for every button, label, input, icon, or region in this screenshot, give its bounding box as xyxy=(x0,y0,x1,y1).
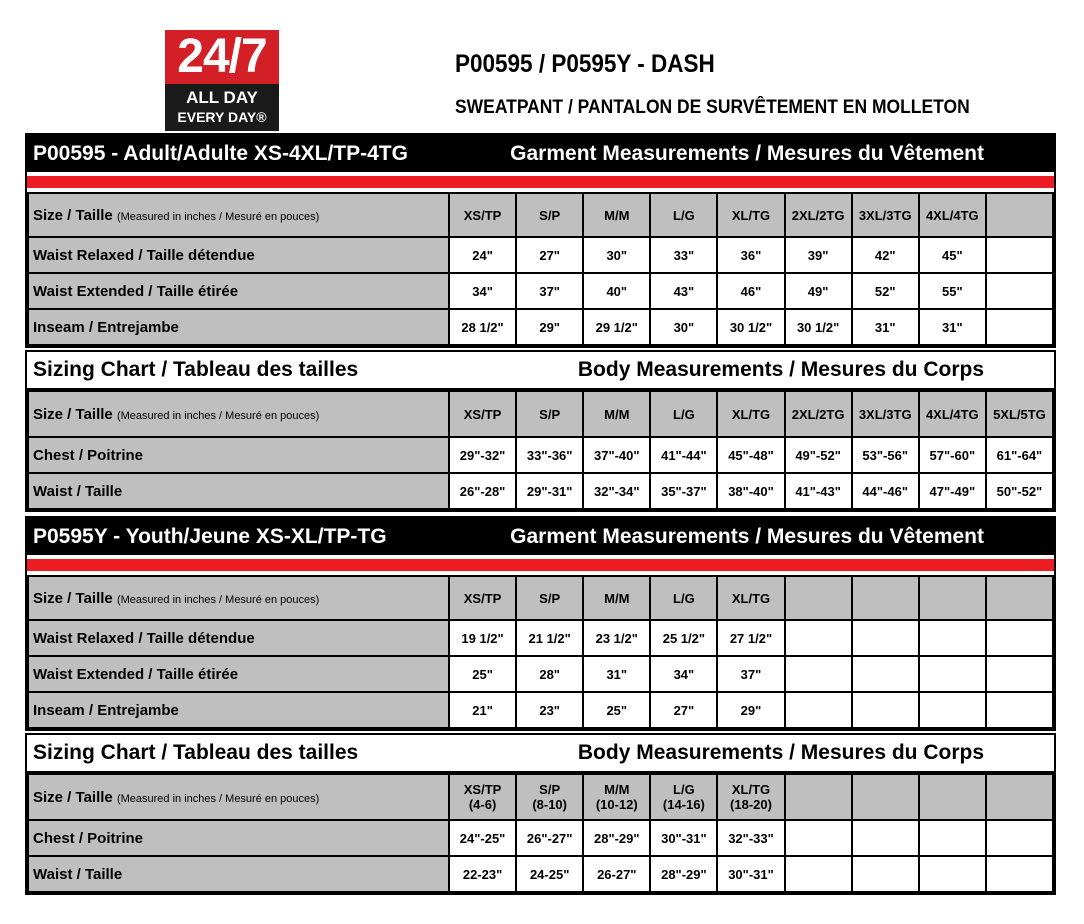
empty-cell xyxy=(785,774,852,820)
measure-note: (Measured in inches / Mesuré en pouces) xyxy=(116,792,320,805)
value-cell: 46" xyxy=(717,273,784,309)
value-cell: 27" xyxy=(650,692,717,728)
row-label: Waist Relaxed / Taille détendue xyxy=(28,237,449,273)
row-label: Chest / Poitrine xyxy=(28,437,449,473)
measure-note: (Measured in inches / Mesuré en pouces) xyxy=(116,210,320,223)
value-cell: 30" xyxy=(650,309,717,345)
page-subtitle: SWEATPANT / PANTALON DE SURVÊTEMENT EN MOLLETON xyxy=(455,97,970,118)
section-measure-type: Garment Measurements / Mesures du Vêtement xyxy=(510,524,984,548)
value-cell: 30 1/2" xyxy=(717,309,784,345)
size-range: (10-12) xyxy=(595,797,638,812)
value-cell: 42" xyxy=(852,237,919,273)
size-header: M/M xyxy=(583,391,650,437)
empty-cell xyxy=(785,656,852,692)
empty-cell xyxy=(919,620,986,656)
size-header: 4XL/4TG xyxy=(919,193,986,237)
value-cell: 30" xyxy=(583,237,650,273)
empty-cell xyxy=(785,820,852,856)
empty-cell xyxy=(919,774,986,820)
value-cell: 47"-49" xyxy=(919,473,986,509)
size-range: (14-16) xyxy=(662,797,705,812)
empty-cell xyxy=(852,656,919,692)
measurement-row xyxy=(28,820,1053,856)
empty-cell xyxy=(785,692,852,728)
size-header: XS/TP (4-6) xyxy=(449,774,516,820)
empty-cell xyxy=(852,576,919,620)
measurement-row xyxy=(28,309,1053,345)
row-label: Waist Relaxed / Taille détendue xyxy=(28,620,449,656)
value-cell: 27" xyxy=(516,237,583,273)
row-label: Waist Extended / Taille étirée xyxy=(28,273,449,309)
logo-line2: EVERY DAY® xyxy=(177,109,267,125)
value-cell: 28"-29" xyxy=(650,856,717,892)
section-title: P0595Y - Youth/Jeune XS-XL/TP-TG xyxy=(33,524,387,548)
size-table xyxy=(27,192,1054,346)
section-header xyxy=(27,735,1054,773)
value-cell: 61"-64" xyxy=(986,437,1053,473)
empty-cell xyxy=(852,856,919,892)
empty-cell xyxy=(785,576,852,620)
value-cell: 24" xyxy=(449,237,516,273)
value-cell: 34" xyxy=(449,273,516,309)
value-cell: 29" xyxy=(516,309,583,345)
value-cell: 29" xyxy=(717,692,784,728)
size-header: XL/TG xyxy=(717,193,784,237)
empty-cell xyxy=(919,820,986,856)
size-header: 2XL/2TG xyxy=(785,391,852,437)
size-label: Size / Taille xyxy=(33,206,113,224)
value-cell: 31" xyxy=(919,309,986,345)
size-label-cell xyxy=(28,391,449,437)
value-cell: 25 1/2" xyxy=(650,620,717,656)
empty-cell xyxy=(785,620,852,656)
empty-cell xyxy=(852,820,919,856)
value-cell: 27 1/2" xyxy=(717,620,784,656)
empty-cell xyxy=(852,774,919,820)
empty-cell xyxy=(986,856,1053,892)
value-cell: 22-23" xyxy=(449,856,516,892)
value-cell: 25" xyxy=(583,692,650,728)
measure-note: (Measured in inches / Mesuré en pouces) xyxy=(116,409,320,422)
measurement-row xyxy=(28,656,1053,692)
size-header: L/G xyxy=(650,391,717,437)
section-title: Sizing Chart / Tableau des tailles xyxy=(33,741,359,764)
empty-cell xyxy=(852,692,919,728)
value-cell: 36" xyxy=(717,237,784,273)
empty-cell xyxy=(986,309,1053,345)
value-cell: 24"-25" xyxy=(449,820,516,856)
section-measure-type: Body Measurements / Mesures du Corps xyxy=(577,358,984,381)
size-label: Size / Taille xyxy=(33,788,113,806)
measure-note: (Measured in inches / Mesuré en pouces) xyxy=(116,593,320,606)
adult-garment-section xyxy=(25,133,1056,348)
section-header xyxy=(27,518,1054,555)
value-cell: 23" xyxy=(516,692,583,728)
value-cell: 28"-29" xyxy=(583,820,650,856)
value-cell: 57"-60" xyxy=(919,437,986,473)
size-table xyxy=(27,390,1054,510)
measurement-row xyxy=(28,620,1053,656)
value-cell: 28" xyxy=(516,656,583,692)
value-cell: 37" xyxy=(717,656,784,692)
row-label: Inseam / Entrejambe xyxy=(28,309,449,345)
size-label-cell xyxy=(28,576,449,620)
size-header: S/P (8-10) xyxy=(516,774,583,820)
size-header: L/G xyxy=(650,193,717,237)
size-header: L/G (14-16) xyxy=(650,774,717,820)
value-cell: 34" xyxy=(650,656,717,692)
empty-cell xyxy=(986,774,1053,820)
row-label: Waist / Taille xyxy=(28,856,449,892)
size-header: L/G xyxy=(650,576,717,620)
value-cell: 19 1/2" xyxy=(449,620,516,656)
value-cell: 32"-34" xyxy=(583,473,650,509)
size-table xyxy=(27,575,1054,729)
youth-body-section xyxy=(25,733,1056,895)
measurement-row xyxy=(28,437,1053,473)
value-cell: 43" xyxy=(650,273,717,309)
page-title: P00595 / P0595Y - DASH xyxy=(455,50,715,78)
size-table xyxy=(27,773,1054,893)
value-cell: 50"-52" xyxy=(986,473,1053,509)
value-cell: 24-25" xyxy=(516,856,583,892)
row-label: Waist Extended / Taille étirée xyxy=(28,656,449,692)
empty-cell xyxy=(986,656,1053,692)
size-header: S/P xyxy=(516,576,583,620)
value-cell: 45" xyxy=(919,237,986,273)
row-label: Inseam / Entrejambe xyxy=(28,692,449,728)
value-cell: 31" xyxy=(852,309,919,345)
empty-cell xyxy=(919,576,986,620)
size-row xyxy=(28,193,1053,237)
red-divider xyxy=(27,176,1054,188)
section-header xyxy=(27,135,1054,172)
value-cell: 29 1/2" xyxy=(583,309,650,345)
size-header: XL/TG xyxy=(717,576,784,620)
size-row xyxy=(28,774,1053,820)
value-cell: 55" xyxy=(919,273,986,309)
empty-cell xyxy=(919,692,986,728)
empty-cell xyxy=(986,820,1053,856)
value-cell: 37"-40" xyxy=(583,437,650,473)
size-range: (18-20) xyxy=(730,797,772,812)
value-cell: 41"-44" xyxy=(650,437,717,473)
value-cell: 52" xyxy=(852,273,919,309)
youth-garment-section xyxy=(25,516,1056,731)
size-range: (8-10) xyxy=(532,797,567,812)
size-header: XL/TG (18-20) xyxy=(717,774,784,820)
size-range: (4-6) xyxy=(468,797,497,812)
value-cell: 26"-28" xyxy=(449,473,516,509)
value-cell: 23 1/2" xyxy=(583,620,650,656)
logo-line1: ALL DAY xyxy=(186,88,258,107)
value-cell: 53"-56" xyxy=(852,437,919,473)
size-header: XS/TP xyxy=(449,193,516,237)
size-label-cell xyxy=(28,774,449,820)
brand-logo xyxy=(165,30,279,131)
measurement-row xyxy=(28,237,1053,273)
size-header: XL/TG xyxy=(717,391,784,437)
size-header: S/P xyxy=(516,391,583,437)
empty-cell xyxy=(986,692,1053,728)
red-divider xyxy=(27,559,1054,571)
value-cell: 30"-31" xyxy=(650,820,717,856)
value-cell: 29"-31" xyxy=(516,473,583,509)
size-header: 4XL/4TG xyxy=(919,391,986,437)
value-cell: 32"-33" xyxy=(717,820,784,856)
size-header: S/P xyxy=(516,193,583,237)
size-header: 3XL/3TG xyxy=(852,193,919,237)
measurement-row xyxy=(28,273,1053,309)
empty-cell xyxy=(986,273,1053,309)
size-label: Size / Taille xyxy=(33,589,113,607)
empty-cell xyxy=(986,620,1053,656)
value-cell: 35"-37" xyxy=(650,473,717,509)
empty-cell xyxy=(986,576,1053,620)
value-cell: 49" xyxy=(785,273,852,309)
value-cell: 21 1/2" xyxy=(516,620,583,656)
empty-cell xyxy=(986,237,1053,273)
value-cell: 40" xyxy=(583,273,650,309)
value-cell: 31" xyxy=(583,656,650,692)
value-cell: 26"-27" xyxy=(516,820,583,856)
measurement-row xyxy=(28,692,1053,728)
row-label: Waist / Taille xyxy=(28,473,449,509)
value-cell: 37" xyxy=(516,273,583,309)
section-title: Sizing Chart / Tableau des tailles xyxy=(33,358,359,381)
section-measure-type: Garment Measurements / Mesures du Vêtement xyxy=(510,141,984,165)
section-header xyxy=(27,352,1054,390)
value-cell: 38"-40" xyxy=(717,473,784,509)
size-header: 5XL/5TG xyxy=(986,391,1053,437)
size-header: XS/TP xyxy=(449,391,516,437)
empty-cell xyxy=(919,656,986,692)
size-row xyxy=(28,391,1053,437)
value-cell: 33"-36" xyxy=(516,437,583,473)
size-row xyxy=(28,576,1053,620)
size-header: 2XL/2TG xyxy=(785,193,852,237)
value-cell: 44"-46" xyxy=(852,473,919,509)
empty-cell xyxy=(986,193,1053,237)
size-header: M/M (10-12) xyxy=(583,774,650,820)
size-label: Size / Taille xyxy=(33,405,113,423)
adult-body-section xyxy=(25,350,1056,512)
size-header: XS/TP xyxy=(449,576,516,620)
row-label: Chest / Poitrine xyxy=(28,820,449,856)
value-cell: 25" xyxy=(449,656,516,692)
size-header: M/M xyxy=(583,576,650,620)
empty-cell xyxy=(785,856,852,892)
value-cell: 30"-31" xyxy=(717,856,784,892)
logo-number: 24/7 xyxy=(165,30,279,84)
empty-cell xyxy=(852,620,919,656)
value-cell: 28 1/2" xyxy=(449,309,516,345)
value-cell: 45"-48" xyxy=(717,437,784,473)
value-cell: 26-27" xyxy=(583,856,650,892)
size-label-cell xyxy=(28,193,449,237)
measurement-row xyxy=(28,856,1053,892)
value-cell: 41"-43" xyxy=(785,473,852,509)
value-cell: 30 1/2" xyxy=(785,309,852,345)
measurement-row xyxy=(28,473,1053,509)
value-cell: 21" xyxy=(449,692,516,728)
value-cell: 39" xyxy=(785,237,852,273)
size-header: 3XL/3TG xyxy=(852,391,919,437)
value-cell: 33" xyxy=(650,237,717,273)
section-measure-type: Body Measurements / Mesures du Corps xyxy=(577,741,984,764)
value-cell: 29"-32" xyxy=(449,437,516,473)
section-title: P00595 - Adult/Adulte XS-4XL/TP-4TG xyxy=(33,141,408,165)
empty-cell xyxy=(919,856,986,892)
value-cell: 49"-52" xyxy=(785,437,852,473)
size-header: M/M xyxy=(583,193,650,237)
